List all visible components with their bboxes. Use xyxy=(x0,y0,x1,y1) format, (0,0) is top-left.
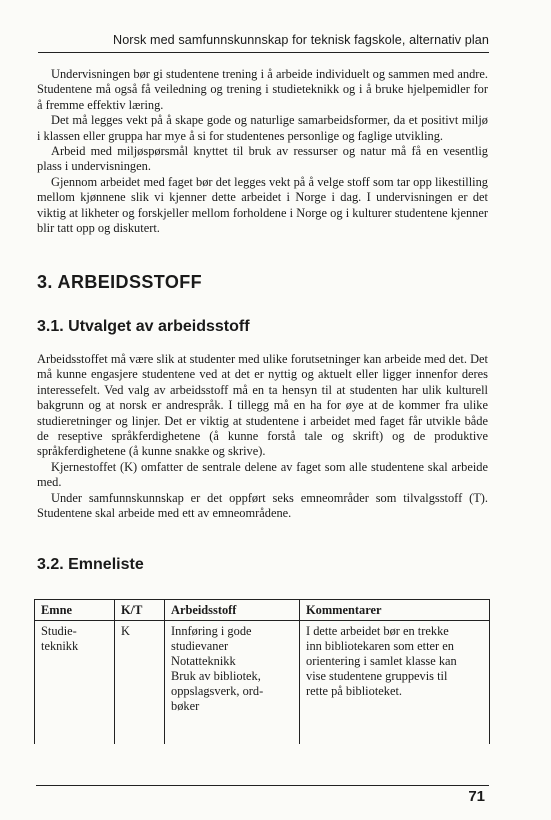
cell-line: Bruk av bibliotek, xyxy=(171,669,261,683)
paragraph: Arbeid med miljøspørsmål knyttet til bruk av ressurser og natur må få en vesentlig plass i undervisningen. xyxy=(37,144,488,174)
table-header-row xyxy=(35,600,490,621)
cell-line: rette på biblioteket. xyxy=(306,684,402,698)
column-header: K/T xyxy=(115,600,165,621)
column-header: Arbeidsstoff xyxy=(165,600,300,621)
cell-line: I dette arbeidet bør en trekke xyxy=(306,624,449,638)
cell-line: bøker xyxy=(171,699,200,713)
cell-line: Studie- xyxy=(41,624,77,638)
cell-arbeidsstoff xyxy=(165,621,300,745)
paragraph: Under samfunnskunnskap er det oppført seks emneområder som tilvalgsstoff (T). Studentene skal arbeide med ett av emneområdene. xyxy=(37,490,488,521)
paragraph: Det må legges vekt på å skape gode og naturlige samarbeidsformer, da et positivt miljø i klassen eller gruppa har mye å si for studentenes personlige og faglige utvikling. xyxy=(37,113,488,143)
page-number: 71 xyxy=(468,788,485,805)
cell-line: inn bibliotekaren som etter en xyxy=(306,639,454,653)
paragraph: Kjernestoffet (K) omfatter de sentrale delene av faget som alle studentene skal arbeide med. xyxy=(37,459,488,490)
section-heading: 3. ARBEIDSSTOFF xyxy=(37,272,203,292)
cell-emne xyxy=(35,621,115,745)
paragraph: Arbeidsstoffet må være slik at studenter med ulike forutsetninger kan arbeide med det. Det må kunne engasjere studentene ved at det er nyttig og aktuelt eller ligger innenfor deres interessefelt. Ved valg av arbeidsstoff må en ta hensyn til at studenten har ulik kulturell bakgrunn og at norsk er andrespråk. I tillegg må en ha for øye at de kommer fra ulike studieretninger og linjer. Det er viktig at studentene i arbeidet med faget får utvikle både de reseptive språkferdighetene (å kunne forstå tale og skrift) og de produktive språkferdighetene (å kunne snakke og skrive). xyxy=(37,352,488,459)
cell-line: vise studentene gruppevis til xyxy=(306,669,448,683)
subsection-text xyxy=(37,352,488,521)
intro-text xyxy=(37,67,488,236)
cell-line: oppslagsverk, ord- xyxy=(171,684,264,698)
cell-line: Notatteknikk xyxy=(171,654,236,668)
cell-line: studievaner xyxy=(171,639,229,653)
cell-kommentarer xyxy=(300,621,490,745)
subsection-heading: 3.2. Emneliste xyxy=(37,556,144,573)
paragraph: Gjennom arbeidet med faget bør det legges vekt på å velge stoff som tar opp likestilling mellom kjønnene slik vi kjenner dette arbeidet i Norge i dag. I undervisningen er det viktig at likheter og forskjeller mellom forholdene i Norge og i kulturer studentene kjenner blir tatt opp og diskutert. xyxy=(37,174,488,236)
cell-line: orientering i samlet klasse kan xyxy=(306,654,457,668)
table-row xyxy=(35,621,490,745)
column-header: Emne xyxy=(35,600,115,621)
running-head: Norsk med samfunnskunnskap for teknisk fagskole, alternativ plan xyxy=(113,33,489,47)
paragraph: Undervisningen bør gi studentene trening i å arbeide individuelt og sammen med andre. Studentene må også få veiledning og trening i studieteknikk og i å bruke hjelpemidler for å fremme effektiv læring. xyxy=(37,67,488,112)
footer-rule xyxy=(36,785,489,786)
cell-line: Innføring i gode xyxy=(171,624,252,638)
cell-kt: K xyxy=(115,621,165,745)
subsection-heading: 3.1. Utvalget av arbeidsstoff xyxy=(37,318,250,335)
topic-table xyxy=(34,599,490,744)
cell-line: teknikk xyxy=(41,639,79,653)
column-header: Kommentarer xyxy=(300,600,490,621)
header-rule xyxy=(38,52,489,53)
